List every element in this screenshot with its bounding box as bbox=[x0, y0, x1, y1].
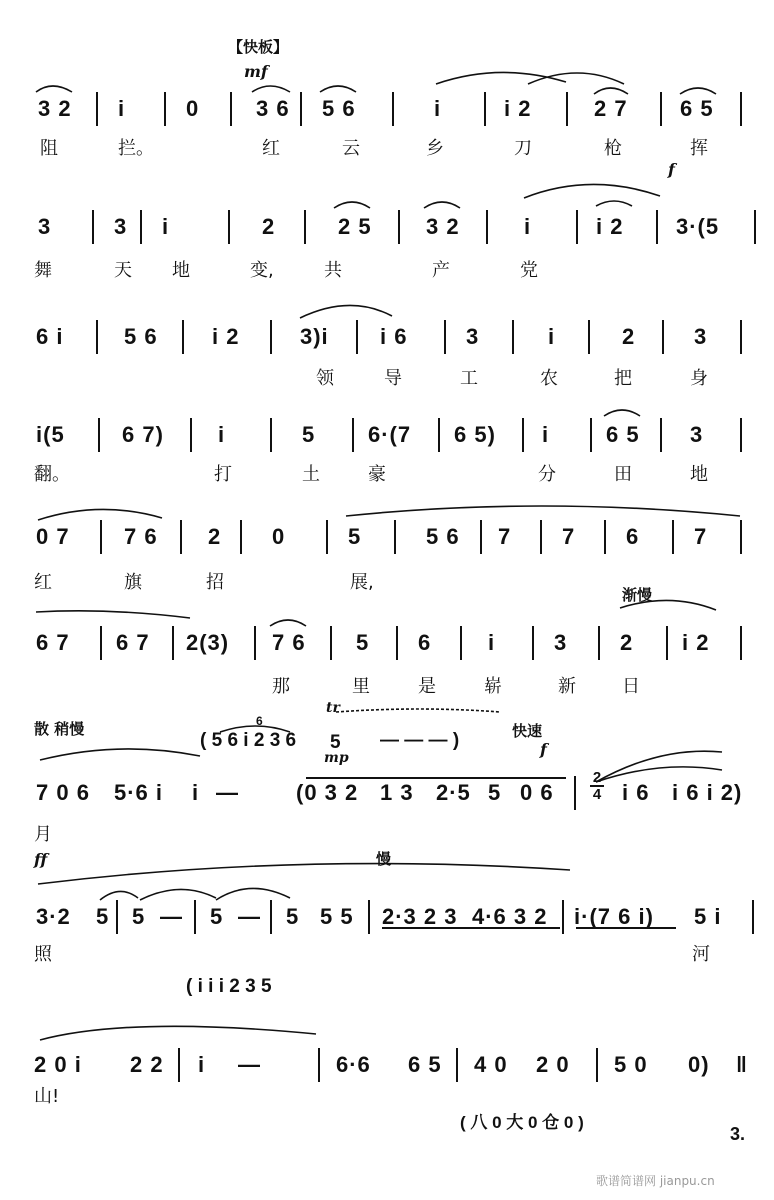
note-group: 2 2 bbox=[130, 1052, 164, 1077]
dynamic-mp: mp bbox=[324, 750, 349, 766]
barline bbox=[532, 626, 534, 660]
lyric-line-4 bbox=[0, 460, 774, 488]
lyric-word: 旗 bbox=[124, 572, 142, 593]
barline bbox=[230, 92, 232, 126]
note-group: 5 bbox=[132, 904, 146, 929]
note-group: 6 bbox=[626, 524, 640, 549]
note-group: 6 bbox=[418, 630, 432, 655]
barline bbox=[398, 210, 400, 244]
lyric-word: 天 bbox=[114, 260, 132, 281]
note-group: — bbox=[160, 904, 183, 929]
lyric-word: 乡 bbox=[426, 138, 444, 159]
note-group: 2(3) bbox=[186, 630, 230, 655]
barline bbox=[604, 520, 606, 554]
note-group: 6 7 bbox=[36, 630, 70, 655]
barline bbox=[300, 92, 302, 126]
barline bbox=[270, 320, 272, 354]
lyric-word: 拦。 bbox=[118, 138, 154, 159]
lyric-word: 阻 bbox=[40, 138, 58, 159]
tempo-man: 慢 bbox=[376, 850, 392, 868]
note-group: 3 bbox=[690, 422, 704, 447]
time-signature-top: 2 bbox=[592, 769, 602, 786]
barline bbox=[512, 320, 514, 354]
note-group: 0 bbox=[186, 96, 200, 121]
note-group: 7 bbox=[498, 524, 512, 549]
notation-line-5 bbox=[0, 518, 774, 558]
barline bbox=[116, 900, 118, 934]
lyric-word: 崭 bbox=[484, 676, 502, 697]
barline bbox=[140, 210, 142, 244]
note-group: 5 bbox=[210, 904, 224, 929]
note-group: 0 bbox=[272, 524, 286, 549]
barline bbox=[304, 210, 306, 244]
notation-line-4 bbox=[0, 416, 774, 456]
lyric-word: 共 bbox=[324, 260, 342, 281]
barline bbox=[660, 418, 662, 452]
note-group: i bbox=[198, 1052, 206, 1077]
notation-line-2 bbox=[0, 208, 774, 248]
barline bbox=[438, 418, 440, 452]
bracket-line9: ( i i i 2 3 5 bbox=[186, 976, 272, 997]
notation-line-9 bbox=[0, 1046, 774, 1086]
note-group: 0 6 bbox=[520, 780, 554, 805]
barline bbox=[164, 92, 166, 126]
note-group: 6 7 bbox=[116, 630, 150, 655]
barline bbox=[194, 900, 196, 934]
barline bbox=[352, 418, 354, 452]
barline bbox=[270, 900, 272, 934]
note-group: — bbox=[216, 780, 239, 805]
barline bbox=[522, 418, 524, 452]
notation-line-8 bbox=[0, 898, 774, 938]
note-group: i bbox=[542, 422, 550, 447]
note-group: 3 2 bbox=[38, 96, 72, 121]
note-group: 6 5) bbox=[454, 422, 496, 447]
note-group: i(5 bbox=[36, 422, 65, 447]
barline bbox=[396, 626, 398, 660]
lyric-line-9 bbox=[0, 1082, 774, 1110]
lyric-word: 里 bbox=[352, 676, 370, 697]
bracket-line7-top: 6 bbox=[256, 714, 263, 728]
dynamic-f: f bbox=[668, 160, 675, 179]
lyric-line-8 bbox=[0, 940, 774, 968]
note-group: 6 i bbox=[36, 324, 64, 349]
note-group: 3 bbox=[114, 214, 128, 239]
lyric-word: 招 bbox=[206, 572, 224, 593]
lyric-word: 山! bbox=[34, 1086, 60, 1107]
lyric-word: 照 bbox=[34, 944, 52, 965]
barline bbox=[662, 320, 664, 354]
barline bbox=[590, 418, 592, 452]
note-group: 5 0 bbox=[614, 1052, 648, 1077]
lyric-word: 日 bbox=[622, 676, 640, 697]
lyric-word: 农 bbox=[540, 368, 558, 389]
note-group: i 6 bbox=[622, 780, 650, 805]
barline bbox=[480, 520, 482, 554]
tempo-san-shaoman: 散 稍慢 bbox=[34, 720, 85, 738]
note-group: 7 6 bbox=[124, 524, 158, 549]
note-group: 7 6 bbox=[272, 630, 306, 655]
lyric-word: 领 bbox=[316, 368, 334, 389]
barline bbox=[574, 776, 576, 810]
note-group: 2 bbox=[620, 630, 634, 655]
page-number: 3. bbox=[730, 1124, 746, 1144]
note-group: i bbox=[524, 214, 532, 239]
note-group: i 2 bbox=[682, 630, 710, 655]
lyric-word: 红 bbox=[262, 138, 280, 159]
note-group: 7 bbox=[562, 524, 576, 549]
lyric-word: 是 bbox=[418, 676, 436, 697]
barline bbox=[562, 900, 564, 934]
note-group: 6 5 bbox=[606, 422, 640, 447]
barline bbox=[394, 520, 396, 554]
barline bbox=[566, 92, 568, 126]
note-group: 5 bbox=[356, 630, 370, 655]
barline bbox=[666, 626, 668, 660]
note-group: 5 6 bbox=[322, 96, 356, 121]
lyric-word: 变, bbox=[250, 260, 274, 281]
note-group: — bbox=[238, 904, 261, 929]
note-group: 3 bbox=[694, 324, 708, 349]
note-group: 0 7 bbox=[36, 524, 70, 549]
note-group: i bbox=[488, 630, 496, 655]
time-signature-bottom: 4 bbox=[592, 786, 602, 803]
note-group: 5 bbox=[302, 422, 316, 447]
lyric-word: 身 bbox=[690, 368, 708, 389]
barline bbox=[98, 418, 100, 452]
lyric-word: 展, bbox=[350, 572, 374, 593]
note-group: 4·6 3 2 bbox=[472, 904, 548, 929]
lyric-word: 挥 bbox=[690, 138, 708, 159]
dynamic-f-2: f bbox=[540, 740, 547, 759]
lyric-line-3 bbox=[0, 364, 774, 392]
note-group: i bbox=[192, 780, 200, 805]
note-group: 5 6 bbox=[124, 324, 158, 349]
lyric-word: 新 bbox=[558, 676, 576, 697]
note-group: 5 bbox=[286, 904, 300, 929]
note-group: i·(7 6 i) bbox=[574, 904, 654, 929]
note-group: 3 bbox=[38, 214, 52, 239]
bracket-line7: ( 5 6 i 2 3 6 bbox=[200, 730, 297, 751]
slur bbox=[300, 305, 392, 318]
note-group: 3 bbox=[554, 630, 568, 655]
notation-line-1 bbox=[0, 90, 774, 130]
lyric-line-6 bbox=[0, 672, 774, 700]
barline bbox=[740, 520, 742, 554]
barline bbox=[180, 520, 182, 554]
barline bbox=[740, 418, 742, 452]
dynamic-ff: ff bbox=[34, 850, 48, 869]
lyric-word: 分 bbox=[538, 464, 556, 485]
note-group: 2 bbox=[262, 214, 276, 239]
barline bbox=[752, 900, 754, 934]
barline bbox=[96, 92, 98, 126]
barline bbox=[318, 1048, 320, 1082]
barline bbox=[576, 210, 578, 244]
lyric-word: 产 bbox=[432, 260, 450, 281]
lyric-word: 云 bbox=[342, 138, 360, 159]
notation-line-3 bbox=[0, 318, 774, 358]
lyric-word: 那 bbox=[272, 676, 290, 697]
tempo-kuaiban: 【快板】 bbox=[228, 38, 289, 56]
barline bbox=[100, 626, 102, 660]
note-group: i bbox=[162, 214, 170, 239]
note-group: 3 2 bbox=[426, 214, 460, 239]
lyric-word: 舞 bbox=[34, 260, 52, 281]
barline bbox=[598, 626, 600, 660]
barline bbox=[540, 520, 542, 554]
barline bbox=[392, 92, 394, 126]
barline bbox=[182, 320, 184, 354]
lyric-word: 打 bbox=[214, 464, 232, 485]
lyric-word: 河 bbox=[692, 944, 710, 965]
notation-line-7 bbox=[0, 774, 774, 814]
note-group: 6 5 bbox=[680, 96, 714, 121]
slur bbox=[524, 184, 660, 198]
note-group: 6 5 bbox=[408, 1052, 442, 1077]
note-group: 5 bbox=[348, 524, 362, 549]
lyric-line-5 bbox=[0, 568, 774, 596]
note-group: i bbox=[434, 96, 442, 121]
note-group: 2·5 bbox=[436, 780, 471, 805]
note-group: 3 6 bbox=[256, 96, 290, 121]
slur bbox=[596, 201, 632, 206]
note-group: 3·(5 bbox=[676, 214, 720, 239]
slur bbox=[346, 506, 740, 516]
note-group: i bbox=[218, 422, 226, 447]
note-group: i bbox=[548, 324, 556, 349]
barline bbox=[444, 320, 446, 354]
barline bbox=[484, 92, 486, 126]
bracket-line7-dashes: — — — ) bbox=[380, 730, 460, 751]
percussion-line: ( 八 0 大 0 仓 0 ) bbox=[460, 1113, 584, 1132]
barline bbox=[100, 520, 102, 554]
barline bbox=[326, 520, 328, 554]
note-group: 3 bbox=[466, 324, 480, 349]
barline bbox=[190, 418, 192, 452]
note-group: i 2 bbox=[596, 214, 624, 239]
lyric-line-2 bbox=[0, 256, 774, 284]
barline bbox=[740, 92, 742, 126]
barline bbox=[96, 320, 98, 354]
barline bbox=[740, 320, 742, 354]
barline bbox=[178, 1048, 180, 1082]
note-group: 1 3 bbox=[380, 780, 414, 805]
note-group: i 2 bbox=[504, 96, 532, 121]
trill-mark: tr bbox=[326, 700, 340, 716]
note-group: 4 0 bbox=[474, 1052, 508, 1077]
barline bbox=[672, 520, 674, 554]
note-group: 5 6 bbox=[426, 524, 460, 549]
note-group: 6·6 bbox=[336, 1052, 371, 1077]
note-group: i 6 bbox=[380, 324, 408, 349]
lyric-word: 田 bbox=[614, 464, 632, 485]
barline bbox=[228, 210, 230, 244]
lyric-word: 土 bbox=[302, 464, 320, 485]
lyric-word: 党 bbox=[520, 260, 538, 281]
note-group: 5 5 bbox=[320, 904, 354, 929]
barline bbox=[660, 92, 662, 126]
lyric-word: 月 bbox=[34, 824, 52, 845]
note-group: 7 bbox=[694, 524, 708, 549]
lyric-word: 把 bbox=[614, 368, 632, 389]
note-group: 0) bbox=[688, 1052, 710, 1077]
dynamic-mf: mf bbox=[244, 62, 268, 81]
note-group: i 6 i 2) bbox=[672, 780, 743, 805]
lyric-word: 地 bbox=[172, 260, 190, 281]
note-group: — bbox=[238, 1052, 261, 1077]
note-group: 2 bbox=[622, 324, 636, 349]
note-group: (0 3 2 bbox=[296, 780, 359, 805]
barline bbox=[656, 210, 658, 244]
note-group: 2 bbox=[208, 524, 222, 549]
note-group: 7 0 6 bbox=[36, 780, 90, 805]
barline bbox=[172, 626, 174, 660]
lyric-word: 豪 bbox=[368, 464, 386, 485]
note-group: 3·2 bbox=[36, 904, 71, 929]
barline bbox=[92, 210, 94, 244]
barline bbox=[356, 320, 358, 354]
barline bbox=[456, 1048, 458, 1082]
lyric-word: 工 bbox=[460, 368, 478, 389]
slur bbox=[436, 72, 566, 84]
note-group: 2 7 bbox=[594, 96, 628, 121]
note-group: 5 bbox=[96, 904, 110, 929]
lyric-word: 刀 bbox=[514, 138, 532, 159]
note-group: i 2 bbox=[212, 324, 240, 349]
lyric-line-1 bbox=[0, 134, 774, 162]
note-group: 2 0 i bbox=[34, 1052, 82, 1077]
barline bbox=[330, 626, 332, 660]
note-group: 5·6 i bbox=[114, 780, 164, 805]
watermark: 歌谱简谱网 jianpu.cn bbox=[596, 1174, 715, 1188]
lyric-line-7 bbox=[0, 820, 774, 848]
lyric-word: 枪 bbox=[604, 138, 622, 159]
barline bbox=[460, 626, 462, 660]
lyric-word: 翻。 bbox=[34, 464, 70, 485]
barline bbox=[486, 210, 488, 244]
barline bbox=[740, 626, 742, 660]
notation-line-6 bbox=[0, 624, 774, 664]
lyric-word: 红 bbox=[34, 572, 52, 593]
slur bbox=[40, 749, 200, 760]
note-group: 6 7) bbox=[122, 422, 164, 447]
barline bbox=[588, 320, 590, 354]
tempo-kuaisu: 快速 bbox=[512, 722, 543, 740]
barline bbox=[254, 626, 256, 660]
note-group: 5 bbox=[488, 780, 502, 805]
slur bbox=[38, 864, 570, 884]
note-group: i bbox=[118, 96, 126, 121]
note-group: 5 i bbox=[694, 904, 722, 929]
barline bbox=[368, 900, 370, 934]
slur bbox=[528, 73, 624, 84]
note-group: 6·(7 bbox=[368, 422, 412, 447]
slur bbox=[36, 611, 190, 618]
note-group: 2·3 2 3 bbox=[382, 904, 458, 929]
note-group: 3)i bbox=[300, 324, 329, 349]
barline bbox=[240, 520, 242, 554]
slur bbox=[40, 1026, 316, 1040]
barline bbox=[270, 418, 272, 452]
tempo-jianman: 渐慢 bbox=[622, 586, 653, 604]
barline bbox=[596, 1048, 598, 1082]
note-group: ‖ bbox=[736, 1052, 748, 1077]
barline bbox=[754, 210, 756, 244]
lyric-word: 导 bbox=[384, 368, 402, 389]
lyric-word: 地 bbox=[690, 464, 708, 485]
note-group: 2 5 bbox=[338, 214, 372, 239]
trill-line bbox=[336, 709, 500, 712]
trill-note: 5 bbox=[330, 732, 341, 753]
note-group: 2 0 bbox=[536, 1052, 570, 1077]
